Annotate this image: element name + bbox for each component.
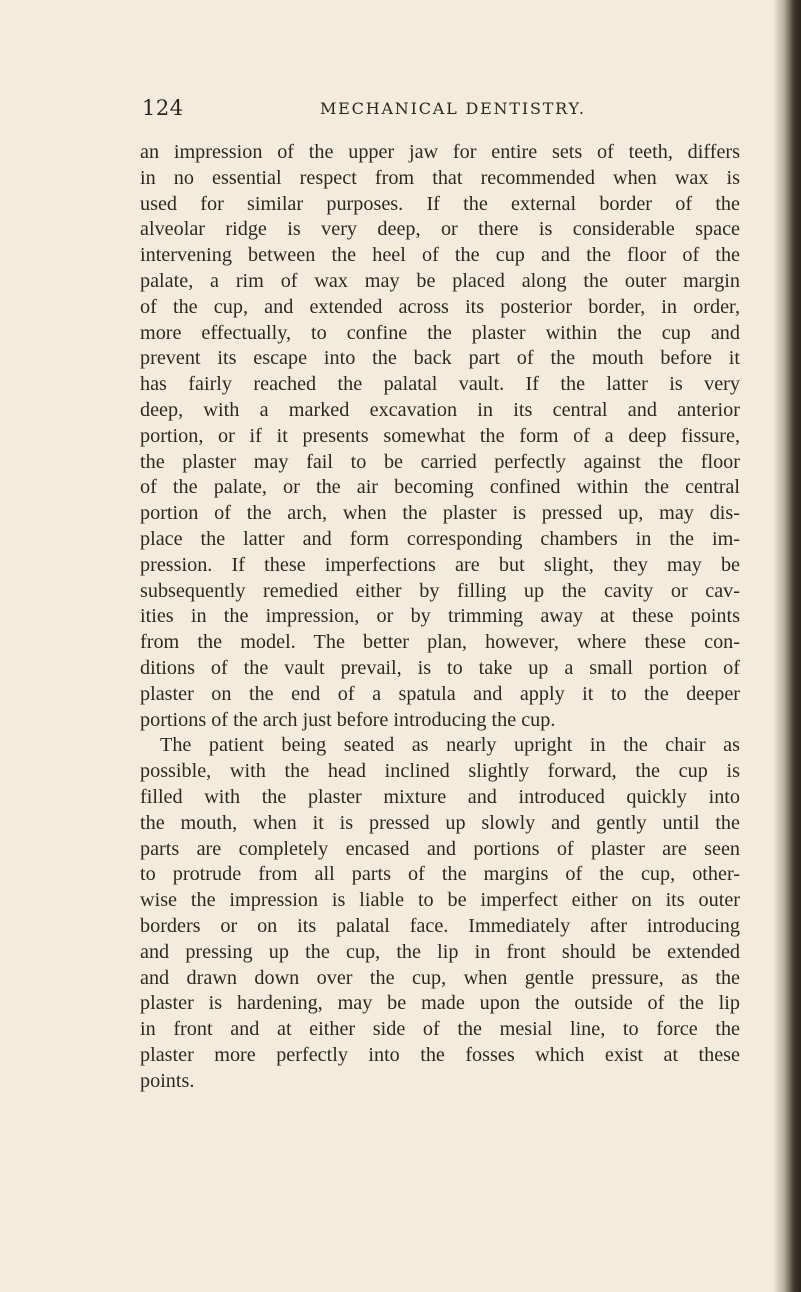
text-line: from the model. The better plan, however, where these con- bbox=[140, 631, 740, 654]
text-line: portions of the arch just before introducing the cup. bbox=[140, 708, 556, 731]
text-line: an impression of the upper jaw for entire sets of teeth, differs bbox=[140, 141, 740, 163]
running-title: MECHANICAL DENTISTRY. bbox=[320, 99, 586, 118]
text-line: possible, with the head inclined slightly forward, the cup is bbox=[140, 760, 740, 783]
text-line: intervening between the heel of the cup and the floor of the bbox=[140, 244, 740, 267]
text-line: filled with the plaster mixture and introduced quickly into bbox=[140, 785, 740, 808]
text-line: has fairly reached the palatal vault. If the latter is very bbox=[140, 373, 740, 396]
page-spine-shadow bbox=[773, 0, 801, 1292]
page-number: 124 bbox=[142, 96, 184, 120]
text-line: portion of the arch, when the plaster is pressed up, may dis- bbox=[140, 502, 740, 525]
text-line: the mouth, when it is pressed up slowly and gently until the bbox=[140, 811, 740, 834]
text-line: in front and at either side of the mesial line, to force the bbox=[140, 1018, 740, 1041]
text-line: prevent its escape into the back part of the mouth before it bbox=[140, 347, 740, 370]
text-line: the plaster may fail to be carried perfectly against the floor bbox=[140, 450, 740, 473]
text-line: of the cup, and extended across its posterior border, in order, bbox=[140, 295, 740, 318]
text-line: plaster more perfectly into the fosses which exist at these bbox=[140, 1043, 740, 1066]
text-line: The patient being seated as nearly upright in the chair as bbox=[160, 734, 740, 757]
text-line: borders or on its palatal face. Immediately after introducing bbox=[140, 914, 740, 937]
text-line: more effectually, to confine the plaster within the cup and bbox=[140, 321, 740, 344]
text-line: ditions of the vault prevail, is to take up a small portion of bbox=[140, 656, 740, 679]
text-line: of the palate, or the air becoming confined within the central bbox=[140, 476, 740, 499]
text-line: and drawn down over the cup, when gentle pressure, as the bbox=[140, 966, 740, 989]
text-line: subsequently remedied either by filling up the cavity or cav- bbox=[140, 579, 740, 602]
text-line: to protrude from all parts of the margins of the cup, other- bbox=[140, 863, 740, 886]
text-line: alveolar ridge is very deep, or there is considerable space bbox=[140, 218, 740, 241]
body-text bbox=[140, 140, 740, 1094]
text-line: place the latter and form corresponding chambers in the im- bbox=[140, 527, 740, 550]
text-line: parts are completely encased and portions of plaster are seen bbox=[140, 837, 740, 860]
text-line: ities in the impression, or by trimming away at these points bbox=[140, 605, 740, 628]
text-line: portion, or if it presents somewhat the form of a deep fissure, bbox=[140, 424, 740, 447]
text-line: palate, a rim of wax may be placed along the outer margin bbox=[140, 269, 740, 292]
text-line: and pressing up the cup, the lip in front should be extended bbox=[140, 940, 740, 963]
running-head bbox=[142, 96, 752, 126]
text-line: pression. If these imperfections are but slight, they may be bbox=[140, 553, 740, 576]
text-line: in no essential respect from that recommended when wax is bbox=[140, 166, 740, 189]
text-line: deep, with a marked excavation in its central and anterior bbox=[140, 398, 740, 421]
text-line: wise the impression is liable to be imperfect either on its outer bbox=[140, 889, 740, 912]
text-line: used for similar purposes. If the external border of the bbox=[140, 192, 740, 215]
text-line: points. bbox=[140, 1069, 195, 1092]
text-line: plaster on the end of a spatula and apply it to the deeper bbox=[140, 682, 740, 705]
text-line: plaster is hardening, may be made upon the outside of the lip bbox=[140, 992, 740, 1015]
